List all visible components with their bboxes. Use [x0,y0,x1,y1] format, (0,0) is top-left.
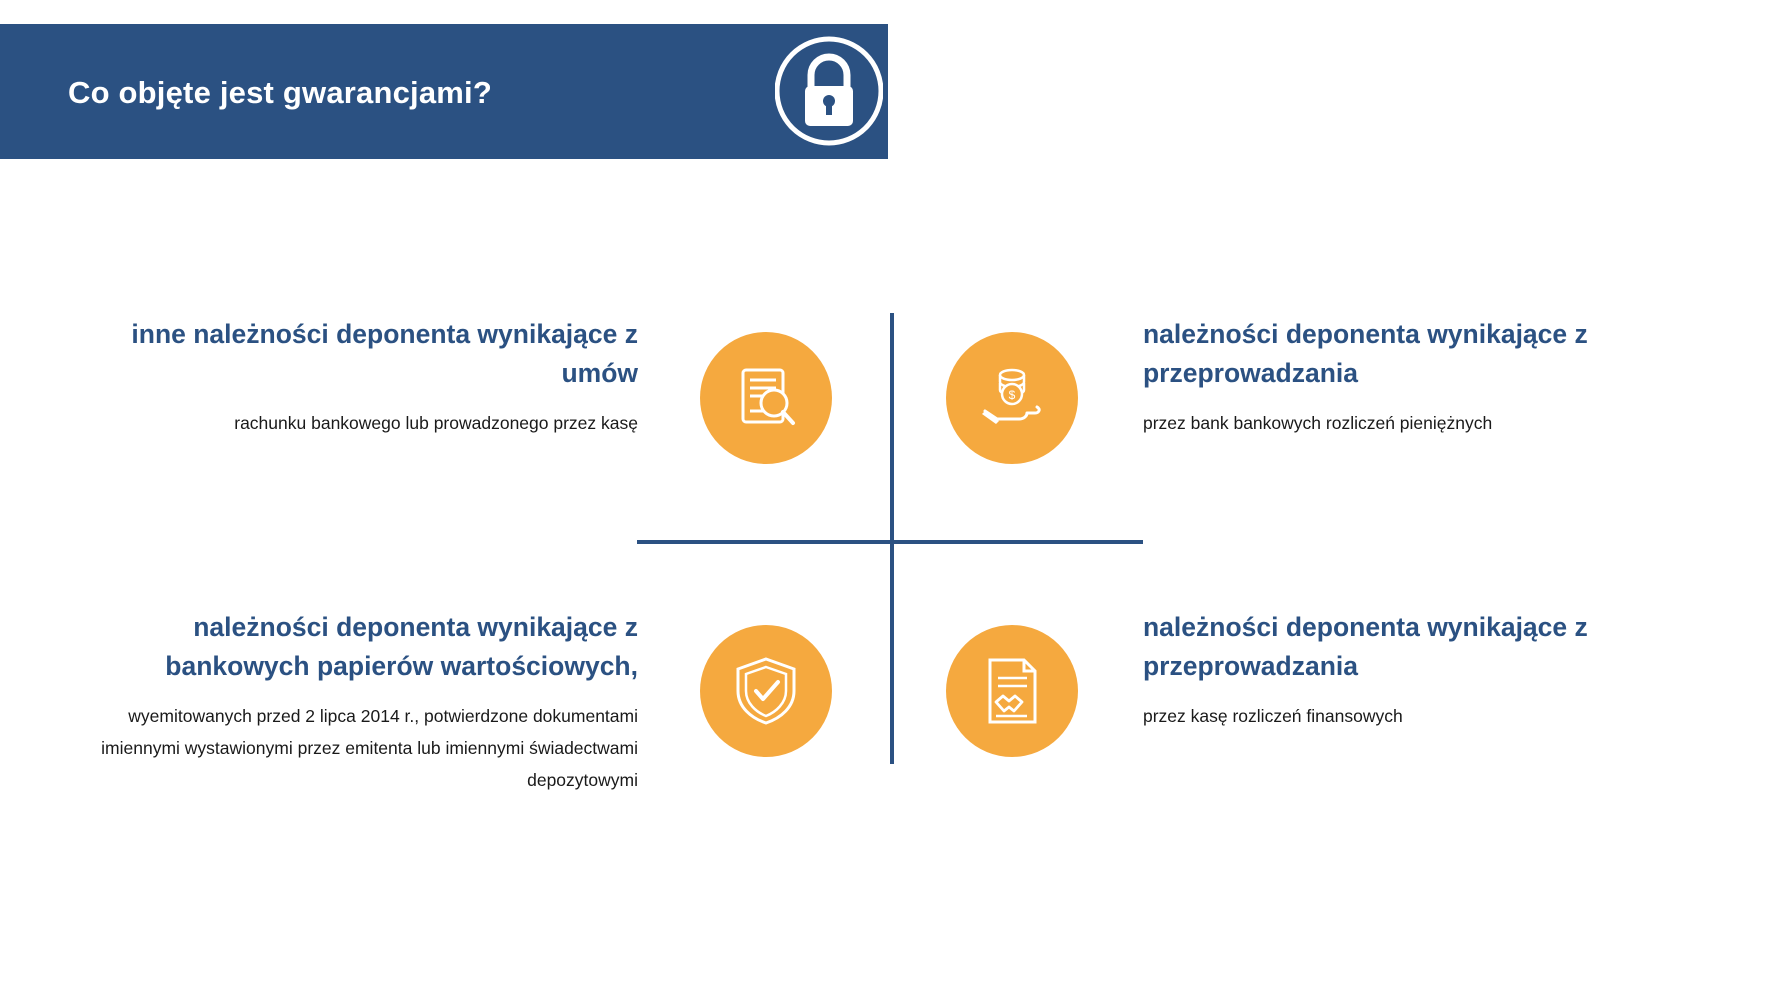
shield-check-icon [700,625,832,757]
hand-coins-icon [946,332,1078,464]
quadrant-subtext: przez bank bankowych rozliczeń pieniężnych [1143,413,1493,434]
quadrant-heading: należności deponenta wynikające z przeprowadzania [1143,319,1588,389]
quadrant-subtext: wyemitowanych przed 2 lipca 2014 r., potwierdzone dokumentami imiennymi wystawionymi przez emitenta lub imiennymi świadectwami depozytowymi [101,706,638,791]
quadrant-heading: należności deponenta wynikające z bankowych papierów wartościowych, [165,612,638,682]
quadrant-heading: należności deponenta wynikające z przeprowadzania [1143,612,1588,682]
lock-icon [775,31,883,151]
quadrant-subtext: przez kasę rozliczeń finansowych [1143,706,1403,727]
page-title: Co objęte jest gwarancjami? [68,75,493,110]
quadrant-subtext: rachunku bankowego lub prowadzonego przez kasę [234,413,638,434]
vertical-divider [890,313,894,764]
quadrant-top-right [1143,315,1743,439]
handshake-document-icon [946,625,1078,757]
svg-text:$: $ [1008,388,1016,402]
quadrant-bottom-right [1143,608,1743,732]
quadrant-top-left [60,315,638,439]
quadrant-bottom-left [60,608,638,796]
horizontal-divider [637,540,1143,544]
quadrant-heading: inne należności deponenta wynikające z umów [131,319,638,389]
document-magnifier-icon [700,332,832,464]
